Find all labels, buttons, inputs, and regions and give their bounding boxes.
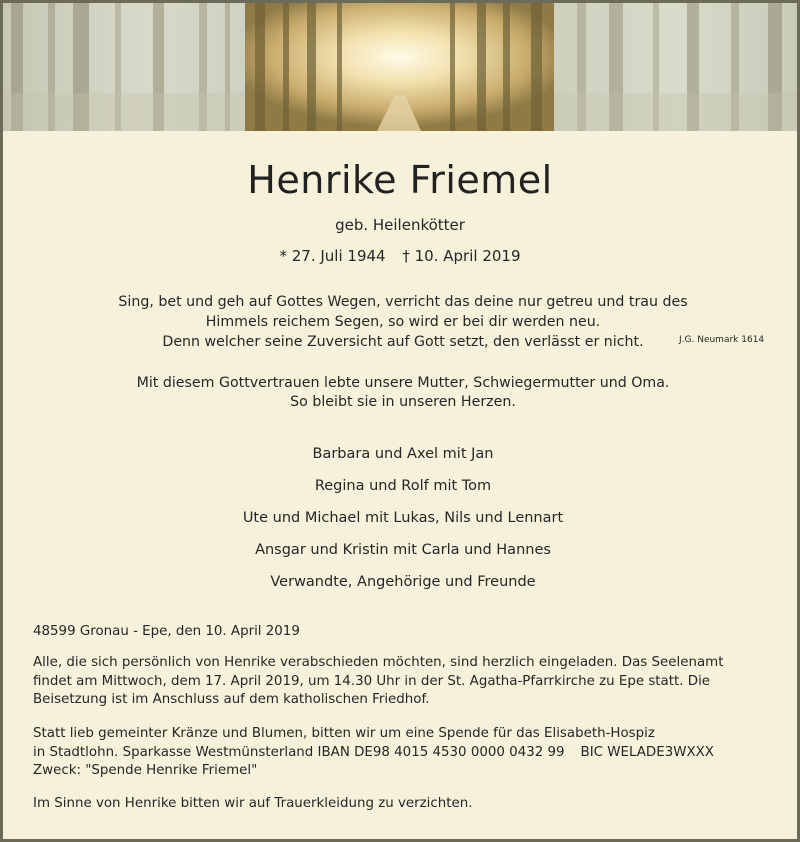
service-line: Beisetzung ist im Anschluss auf dem katholischen Friedhof. (33, 692, 430, 707)
forest-path-photo (245, 3, 554, 131)
deceased-name: Henrike Friemel (247, 158, 553, 202)
verse-quote (83, 292, 723, 352)
verse-line: Himmels reichem Segen, so wird er bei dir werden neu. (205, 314, 601, 330)
mourner-entry: Ute und Michael mit Lukas, Nils und Lennart (242, 510, 564, 526)
mourner-entry: Ansgar und Kristin mit Carla und Hannes (255, 542, 551, 558)
service-information (33, 654, 763, 710)
mourners-list (3, 445, 800, 605)
service-line: Alle, die sich persönlich von Henrike verabschieden möchten, sind herzlich eingeladen. Das Seelenamt (33, 655, 724, 670)
donation-bank-line (33, 744, 763, 763)
donation-purpose: Zweck: "Spende Henrike Friemel" (33, 763, 258, 778)
donation-bic: BIC WELADE3WXXX (580, 744, 714, 760)
verse-author: J.G. Neumark 1614 (679, 335, 765, 345)
tribute-text (83, 374, 723, 412)
closing-note: Im Sinne von Henrike bitten wir auf Trauerkleidung zu verzichten. (33, 796, 473, 811)
service-line: findet am Mittwoch, dem 17. April 2019, um 14.30 Uhr in der St. Agatha-Pfarrkirche zu Epe statt. Die (33, 673, 711, 689)
life-dates (3, 247, 797, 265)
donation-information (33, 725, 763, 781)
mourner-entry: Barbara und Axel mit Jan (312, 446, 494, 462)
mourner-entry: Verwandte, Angehörige und Freunde (270, 574, 536, 590)
birth-date: * 27. Juli 1944 (279, 247, 386, 265)
donation-iban: in Stadtlohn. Sparkasse Westmünsterland IBAN DE98 4015 4530 0000 0432 99 (33, 744, 565, 760)
donation-line: Statt lieb gemeinter Kränze und Blumen, bitten wir um eine Spende für das Elisabeth-Hospiz (33, 726, 655, 741)
verse-line: Denn welcher seine Zuversicht auf Gott setzt, den verlässt er nicht. (162, 334, 644, 350)
forest-banner-image (3, 3, 797, 131)
death-date: † 10. April 2019 (402, 247, 521, 265)
verse-line: Sing, bet und geh auf Gottes Wegen, verricht das deine nur getreu und trau des (118, 294, 688, 310)
birth-name: geb. Heilenkötter (335, 216, 465, 234)
place-and-date: 48599 Gronau - Epe, den 10. April 2019 (33, 624, 300, 639)
mourner-entry: Regina und Rolf mit Tom (314, 478, 492, 494)
tribute-line: So bleibt sie in unseren Herzen. (290, 394, 516, 410)
tribute-line: Mit diesem Gottvertrauen lebte unsere Mutter, Schwiegermutter und Oma. (136, 375, 670, 391)
